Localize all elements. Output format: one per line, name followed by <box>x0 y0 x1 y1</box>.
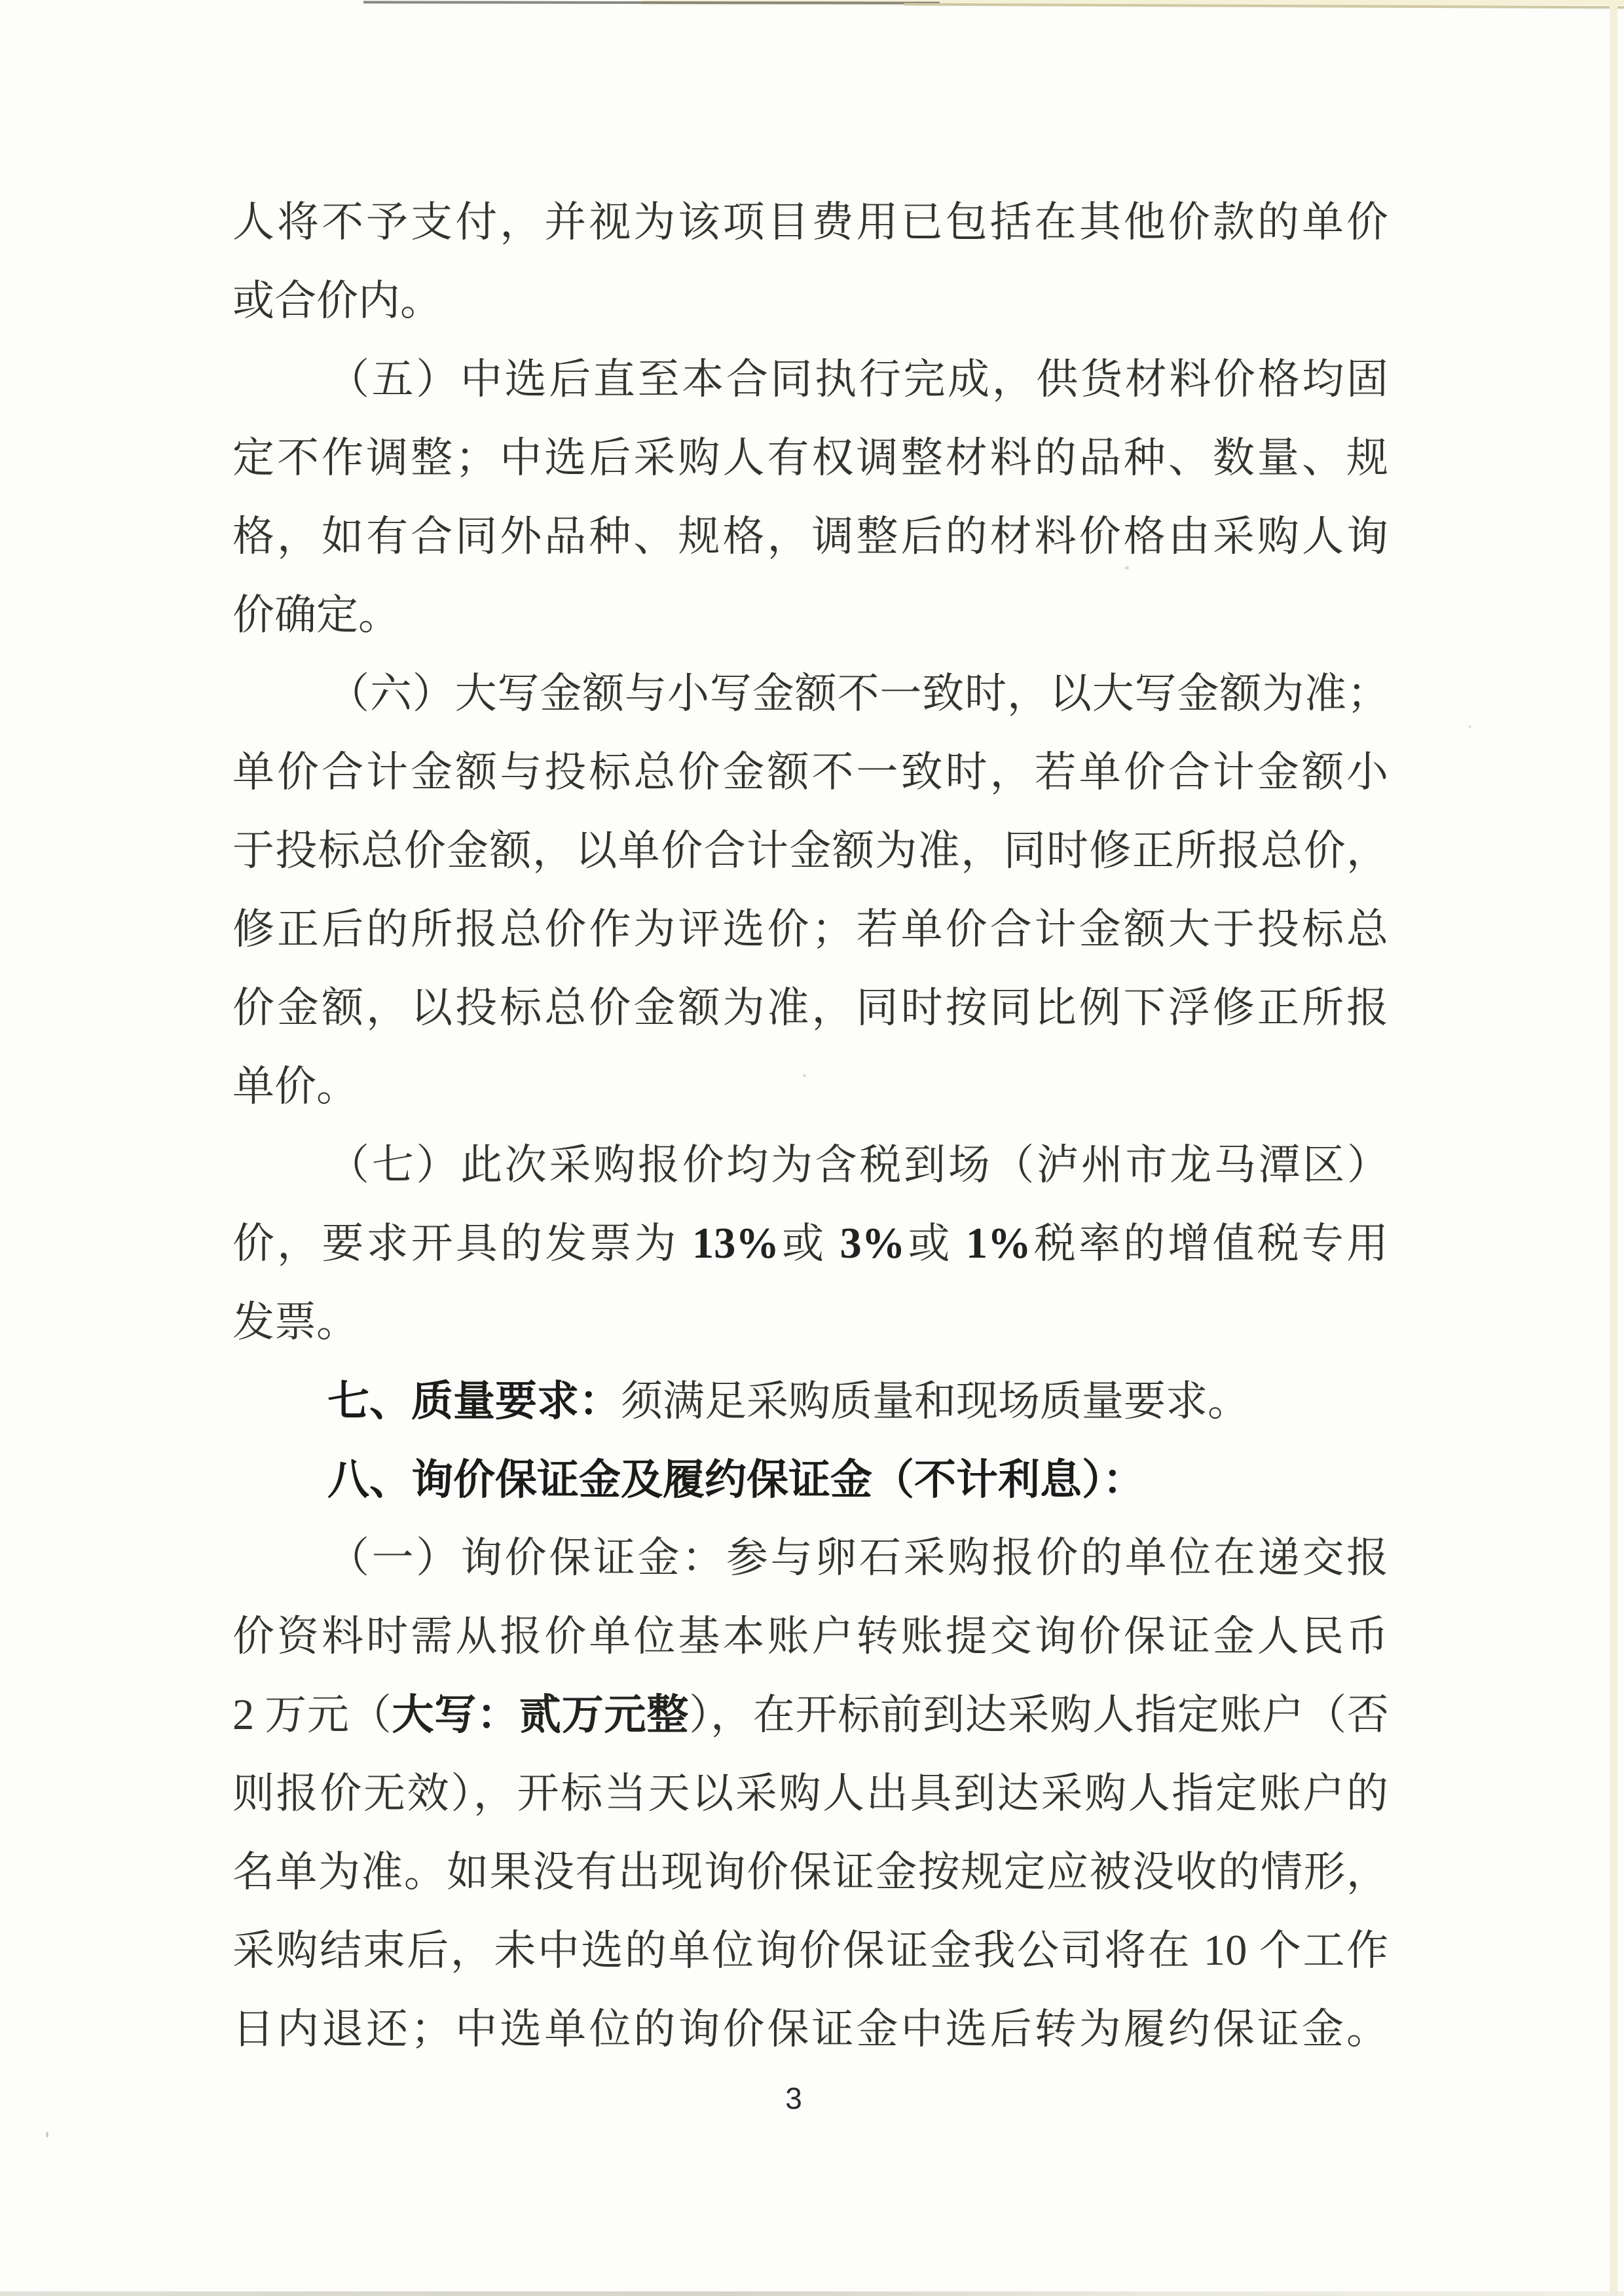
text-line <box>232 733 1388 812</box>
text-segment: 发票。 <box>232 1299 358 1345</box>
text-line <box>232 1833 1388 1912</box>
text-segment: 价金额，以投标总价金额为准，同时按同比例下浮修正所报 <box>232 985 1388 1031</box>
text-segment: 价确定。 <box>232 592 400 638</box>
text-line <box>232 183 1388 262</box>
scan-speck <box>1468 725 1471 728</box>
text-segment: （六）大写金额与小写金额不一致时，以大写金额为准； <box>327 670 1388 717</box>
text-segment: 1% <box>965 1220 1031 1267</box>
text-line <box>232 262 1388 340</box>
text-segment: 价，要求开具的发票为 <box>232 1220 692 1267</box>
text-line <box>232 419 1388 498</box>
text-line <box>232 1048 1388 1126</box>
text-segment: 八、询价保证金及履约保证金（不计利息）： <box>327 1456 1145 1503</box>
text-segment: 单价合计金额与投标总价金额不一致时，若单价合计金额小 <box>232 749 1388 795</box>
text-segment: （七）此次采购报价均为含税到场（泸州市龙马潭区） <box>327 1142 1388 1188</box>
scan-top-edge-line <box>363 1 940 4</box>
text-line <box>232 1912 1388 1990</box>
text-line <box>232 1126 1388 1205</box>
text-segment: 于投标总价金额，以单价合计金额为准，同时修正所报总价， <box>232 828 1388 874</box>
scan-speck <box>46 2132 48 2138</box>
text-segment: 3% <box>840 1220 906 1267</box>
text-segment: 个工作 <box>1247 1927 1389 1974</box>
text-line <box>232 1676 1388 1755</box>
text-line <box>232 576 1388 655</box>
text-line <box>232 812 1388 890</box>
text-segment: 格，如有合同外品种、规格，调整后的材料价格由采购人询 <box>232 513 1388 560</box>
text-segment: 单价。 <box>232 1063 358 1110</box>
text-line <box>232 1205 1388 1283</box>
text-line <box>232 1362 1388 1440</box>
text-segment: 10 <box>1203 1927 1247 1975</box>
text-segment: 修正后的所报总价作为评选价；若单价合计金额大于投标总 <box>232 906 1388 953</box>
text-line <box>232 498 1388 576</box>
text-line <box>232 890 1388 969</box>
scan-top-edge-band <box>642 0 1624 5</box>
text-line <box>232 1283 1388 1362</box>
text-segment: ），在开标前到达采购人指定账户（否 <box>689 1692 1389 1738</box>
text-segment: 2 <box>232 1691 254 1739</box>
text-line <box>232 1597 1388 1676</box>
text-segment: （一）询价保证金：参与卵石采购报价的单位在递交报 <box>327 1535 1388 1581</box>
text-segment: 万元（ <box>253 1692 392 1738</box>
text-line <box>232 1519 1388 1597</box>
text-line <box>232 340 1388 419</box>
text-segment: 七、质量要求： <box>327 1377 621 1425</box>
text-line <box>232 655 1388 733</box>
text-segment: 或 <box>779 1220 840 1267</box>
document-body <box>232 183 1388 2069</box>
text-segment: 名单为准。如果没有出现询价保证金按规定应被没收的情形， <box>232 1849 1388 1895</box>
text-line <box>232 1440 1388 1519</box>
text-segment: 大写：贰万元整 <box>392 1692 690 1738</box>
text-segment: 或 <box>905 1220 966 1267</box>
page-number: 3 <box>785 2081 802 2115</box>
text-segment: 或合价内。 <box>232 278 442 324</box>
text-line <box>232 1990 1388 2069</box>
scan-right-edge-strip <box>1610 0 1617 2296</box>
text-segment: 定不作调整；中选后采购人有权调整材料的品种、数量、规 <box>232 435 1388 481</box>
text-segment: 采购结束后，未中选的单位询价保证金我公司将在 <box>232 1927 1204 1974</box>
scan-bottom-edge-strip <box>0 2291 1624 2296</box>
scan-top-edge-shadow <box>904 3 1624 9</box>
text-segment: 人将不予支付，并视为该项目费用已包括在其他价款的单价 <box>232 199 1388 246</box>
text-segment: 13% <box>692 1220 779 1267</box>
text-segment: 须满足采购质量和现场质量要求。 <box>621 1378 1249 1425</box>
text-segment: 价资料时需从报价单位基本账户转账提交询价保证金人民币 <box>232 1613 1388 1660</box>
text-segment: 则报价无效），开标当天以采购人出具到达采购人指定账户的 <box>232 1770 1388 1817</box>
text-segment: （五）中选后直至本合同执行完成，供货材料价格均固 <box>327 356 1388 403</box>
text-segment: 税率的增值税专用 <box>1031 1220 1389 1267</box>
text-line <box>232 1755 1388 1833</box>
text-segment: 日内退还；中选单位的询价保证金中选后转为履约保证金。 <box>232 2006 1388 2052</box>
text-line <box>232 969 1388 1048</box>
